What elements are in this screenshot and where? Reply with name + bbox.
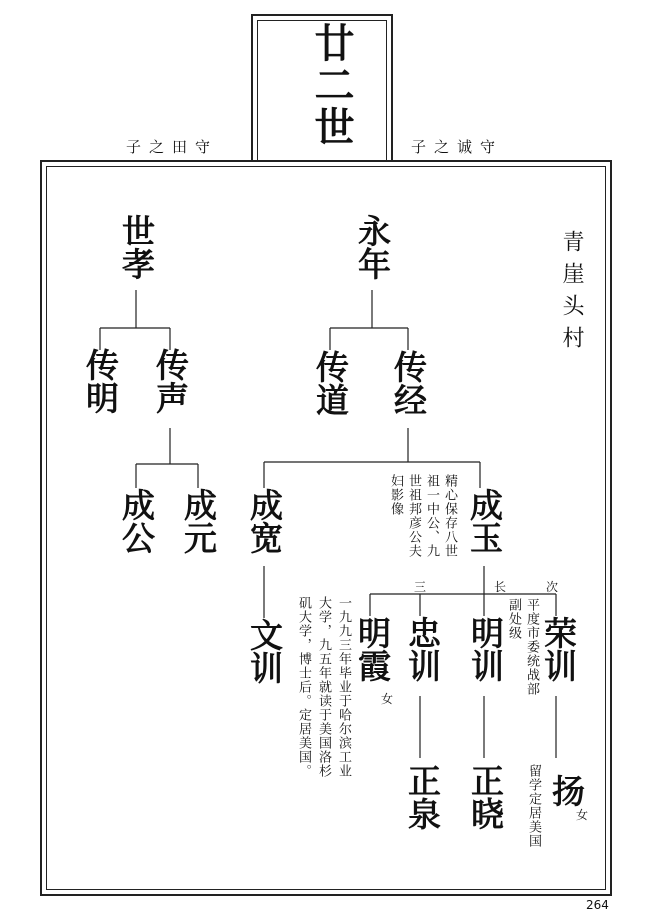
yang-note: 留学定居美国 [526,764,541,848]
person-chuansheng: 传声 [151,348,190,414]
person-shixiao: 世孝 [117,214,156,280]
person-chuanming: 传明 [81,348,120,414]
person-chengkuan: 成宽 [245,488,284,554]
person-chengyu: 成玉 [465,488,504,554]
person-wenxun: 文训 [245,618,284,684]
rongxun-note-line1: 平度市委统战部 [524,598,539,696]
person-chengyuan: 成元 [179,488,218,554]
person-yang: 扬 [547,774,586,807]
portrait-note-line4: 妇影像 [388,474,403,516]
person-mingxia: 明霞 [353,616,392,682]
page-number: 264 [586,898,609,912]
female-mark-yang: 女 [576,808,589,822]
mingxia-note-line2: 大学，九五年就读于美国洛杉 [316,596,331,778]
birth-order-third: 三 [414,580,427,594]
portrait-note-line1: 精心保存八世 [442,474,457,558]
lineage-left-label: 子之田守 [126,138,219,156]
person-chenggong: 成公 [117,488,156,554]
person-rongxun: 荣训 [539,616,578,682]
person-zhengxiao: 正晓 [466,764,505,830]
mingxia-note-line1: 一九九三年毕业于哈尔滨工业 [336,596,351,778]
person-mingxun: 明训 [466,616,505,682]
rongxun-note-line2: 副处级 [506,598,521,640]
person-yongnian: 永年 [353,214,392,280]
birth-order-eldest: 长 [494,580,507,594]
village-name: 青崖头村 [559,230,584,358]
person-zhongxun: 忠训 [403,616,442,682]
mingxia-note-line3: 矶大学，博士后。定居美国。 [296,596,311,778]
birth-order-second: 次 [546,580,559,594]
lineage-right-label: 子之诚守 [411,138,504,156]
portrait-note-line3: 世祖邦彦公夫 [406,474,421,558]
portrait-note-line2: 祖一中公、九 [424,474,439,558]
person-chuandao: 传道 [311,350,350,416]
person-chuanjing: 传经 [389,350,428,416]
female-mark-mingxia: 女 [381,692,394,706]
generation-title: 廿二世 [308,22,355,148]
person-zhengquan: 正泉 [403,764,442,830]
